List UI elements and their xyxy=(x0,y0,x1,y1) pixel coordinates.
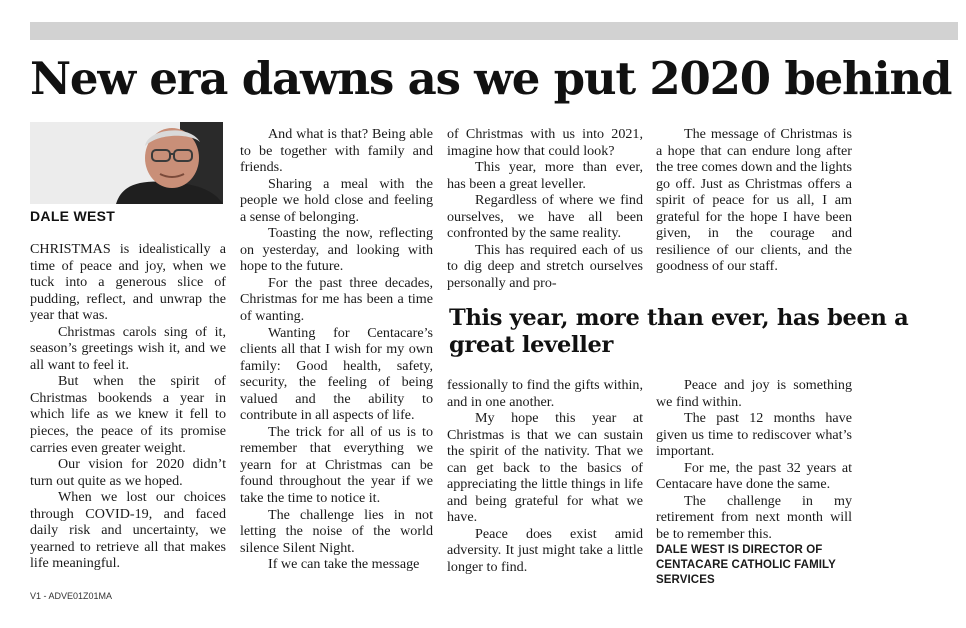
article-column-3-top xyxy=(447,126,643,291)
paragraph: The past 12 months have given us time to rediscover what’s important. xyxy=(656,410,852,460)
page-code-footer: V1 - ADVE01Z01MA xyxy=(30,591,113,601)
paragraph: The message of Christmas is a hope that can endure long after the tree comes down and the lights go off. Just as Christmas offers a spirit of peace for us all, I am grateful for the hope I have been given, in the courage and resilience of our clients, and the goodness of our staff. xyxy=(656,126,852,275)
paragraph: Sharing a meal with the people we hold close and feeling a sense of belonging. xyxy=(240,175,433,225)
article-column-4-bottom xyxy=(656,377,852,588)
paragraph: And what is that? Being able to be together with family and friends. xyxy=(240,126,433,176)
paragraph: The trick for all of us is to remember that everything we yearn for at Christmas can be found throughout the year if we take the time to notice it. xyxy=(240,423,433,507)
paragraph: The challenge lies in not letting the noise of the world silence Silent Night. xyxy=(240,506,433,556)
paragraph: Christmas carols sing of it, season’s greetings wish it, and we all want to feel it. xyxy=(30,323,226,373)
paragraph: CHRISTMAS is idealistically a time of peace and joy, when we tuck into a generous slice of pudding, reflect, and unwrap the year that was. xyxy=(30,241,226,324)
pull-quote: This year, more than ever, has been a great leveller xyxy=(449,305,909,358)
paragraph: Regardless of where we find ourselves, we have all been confronted by the same reality. xyxy=(447,192,643,242)
paragraph: The challenge in my retirement from next month will be to remember this. xyxy=(656,492,852,542)
paragraph: For the past three decades, Christmas for me has been a time of wanting. xyxy=(240,274,433,325)
paragraph: Peace and joy is something we find within. xyxy=(656,377,852,410)
paragraph: This has required each of us to dig deep and stretch ourselves personally and pro- xyxy=(447,241,643,291)
article-column-1 xyxy=(30,241,226,572)
article-column-4-top xyxy=(656,126,852,275)
paragraph: Peace does exist amid adversity. It just might take a little longer to find. xyxy=(447,525,643,576)
byline: DALE WEST xyxy=(30,208,116,224)
paragraph: of Christmas with us into 2021, imagine how that could look? xyxy=(447,126,643,159)
top-rule-bar xyxy=(30,22,958,40)
paragraph: When we lost our choices through COVID-19, and faced daily risk and uncertainty, we yearned to retrieve all that makes life meaningful. xyxy=(30,489,226,572)
paragraph: For me, the past 32 years at Centacare have done the same. xyxy=(656,459,852,493)
author-portrait-photo xyxy=(30,122,223,204)
paragraph: This year, more than ever, has been a great leveller. xyxy=(447,159,643,192)
author-credit: DALE WEST IS DIRECTOR OF CENTACARE CATHOLIC FAMILY SERVICES xyxy=(656,544,836,587)
headline: New era dawns as we put 2020 behind xyxy=(30,52,952,105)
article-column-3-bottom xyxy=(447,377,643,576)
author-photo xyxy=(30,122,223,204)
paragraph: But when the spirit of Christmas bookends a year in which life as we knew it fell to pieces, the peace of its promise carries even greater weight. xyxy=(30,373,226,456)
paragraph: Our vision for 2020 didn’t turn out quite as we hoped. xyxy=(30,456,226,489)
paragraph: Wanting for Centacare’s clients all that I wish for my own family: Good health, safety, security, the feeling of being valued and the ability to contribute in all aspects of life. xyxy=(240,324,433,424)
paragraph: My hope this year at Christmas is that we can sustain the spirit of the nativity. That we can get back to the basics of appreciating the little things in life and being grateful for what we have. xyxy=(447,410,643,526)
paragraph: Toasting the now, reflecting on yesterday, and looking with hope to the future. xyxy=(240,225,433,275)
paragraph: If we can take the message xyxy=(268,556,420,573)
paragraph: fessionally to find the gifts within, and in one another. xyxy=(447,377,643,410)
article-column-2 xyxy=(240,126,433,573)
